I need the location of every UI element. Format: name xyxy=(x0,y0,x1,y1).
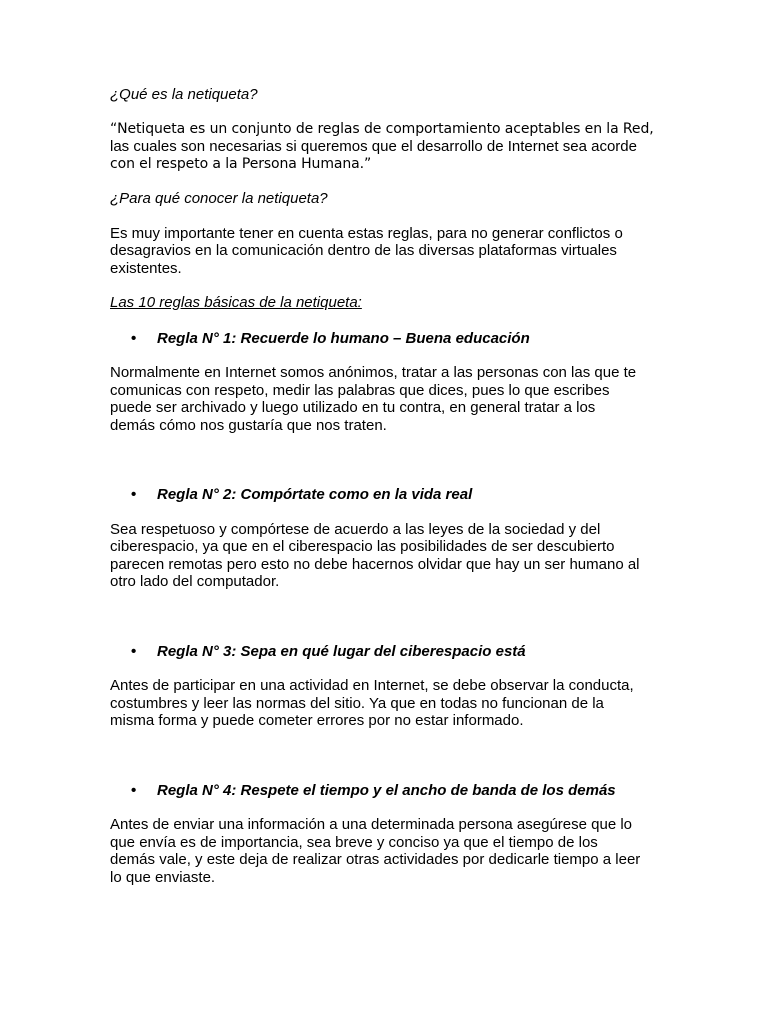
rule-title-text: Regla N° 1: Recuerde lo humano – Buena educación xyxy=(157,329,530,347)
rule-title-text: Regla N° 4: Respete el tiempo y el ancho de banda de los demás xyxy=(157,781,616,799)
rule-title-2 xyxy=(110,486,670,504)
question-heading-1: ¿Qué es la netiqueta? xyxy=(110,86,258,103)
paragraph-line: existentes. xyxy=(110,259,182,277)
rule-paragraph-1 xyxy=(110,364,670,434)
paragraph-line: demás vale, y este deja de realizar otras actividades por dedicarle tiempo a leer xyxy=(110,851,641,868)
spacer xyxy=(110,277,670,294)
bullet-icon: • xyxy=(131,329,137,347)
spacer xyxy=(110,104,670,121)
rule-paragraph-3 xyxy=(110,677,670,730)
bullet-icon: • xyxy=(131,781,137,799)
paragraph-line: comunicas con respeto, medir las palabras que dices, pues lo que escribes xyxy=(110,381,610,399)
quote-line: “Netiqueta es un conjunto de reglas de comportamiento aceptables en la Red, xyxy=(110,120,654,137)
paragraph-line: lo que enviaste. xyxy=(110,868,216,886)
rules-heading: Las 10 reglas básicas de la netiqueta: xyxy=(110,294,362,311)
rule-title-3 xyxy=(110,643,670,661)
bullet-icon: • xyxy=(131,642,137,660)
rule-title-text: Regla N° 3: Sepa en qué lugar del ciberespacio está xyxy=(157,642,526,660)
paragraph-line: Sea respetuoso y compórtese de acuerdo a las leyes de la sociedad y del xyxy=(110,520,601,538)
question-heading-2: ¿Para qué conocer la netiqueta? xyxy=(110,190,328,207)
paragraph-line: ciberespacio, ya que en el ciberespacio las posibilidades de ser descubierto xyxy=(110,538,615,555)
paragraph-line: Es muy importante tener en cuenta estas reglas, para no generar conflictos o xyxy=(110,224,623,242)
quote-line: las cuales son necesarias si queremos que el desarrollo de Internet sea acorde xyxy=(110,138,637,155)
spacer xyxy=(110,173,670,190)
paragraph-line: demás cómo nos gustaría que nos traten. xyxy=(110,416,387,434)
definition-quote xyxy=(110,121,670,174)
paragraph-line: que envía es de importancia, sea breve y conciso ya que el tiempo de los xyxy=(110,833,598,851)
spacer xyxy=(110,312,670,330)
spacer xyxy=(110,591,670,643)
spacer xyxy=(110,504,670,521)
paragraph-line: puede ser archivado y luego utilizado en tu contra, en general tratar a los xyxy=(110,399,596,416)
paragraph-line: desagravios en la comunicación dentro de las diversas plataformas virtuales xyxy=(110,242,617,259)
paragraph-line: parecen remotas pero esto no debe hacernos olvidar que hay un ser humano al xyxy=(110,555,640,573)
bullet-icon: • xyxy=(131,486,137,503)
spacer xyxy=(110,730,670,782)
paragraph-line: Antes de participar en una actividad en Internet, se debe observar la conducta, xyxy=(110,677,634,694)
rule-paragraph-2 xyxy=(110,521,670,591)
document-body xyxy=(110,86,670,886)
paragraph-line: costumbres y leer las normas del sitio. Ya que en todas no funcionan de la xyxy=(110,694,604,712)
spacer xyxy=(110,660,670,677)
paragraph-line: misma forma y puede cometer errores por no estar informado. xyxy=(110,712,524,729)
rule-title-4 xyxy=(110,782,670,800)
paragraph-line: otro lado del computador. xyxy=(110,573,280,590)
paragraph-line: Normalmente en Internet somos anónimos, tratar a las personas con las que te xyxy=(110,364,637,381)
paragraph-line: Antes de enviar una información a una determinada persona asegúrese que lo xyxy=(110,816,633,833)
rule-title-1 xyxy=(110,330,670,348)
rule-title-text: Regla N° 2: Compórtate como en la vida real xyxy=(157,486,473,503)
quote-line: con el respeto a la Persona Humana.” xyxy=(110,155,372,172)
intro-paragraph xyxy=(110,225,670,278)
spacer xyxy=(110,434,670,486)
spacer xyxy=(110,347,670,364)
spacer xyxy=(110,799,670,816)
spacer xyxy=(110,208,670,225)
rule-paragraph-4 xyxy=(110,816,670,886)
